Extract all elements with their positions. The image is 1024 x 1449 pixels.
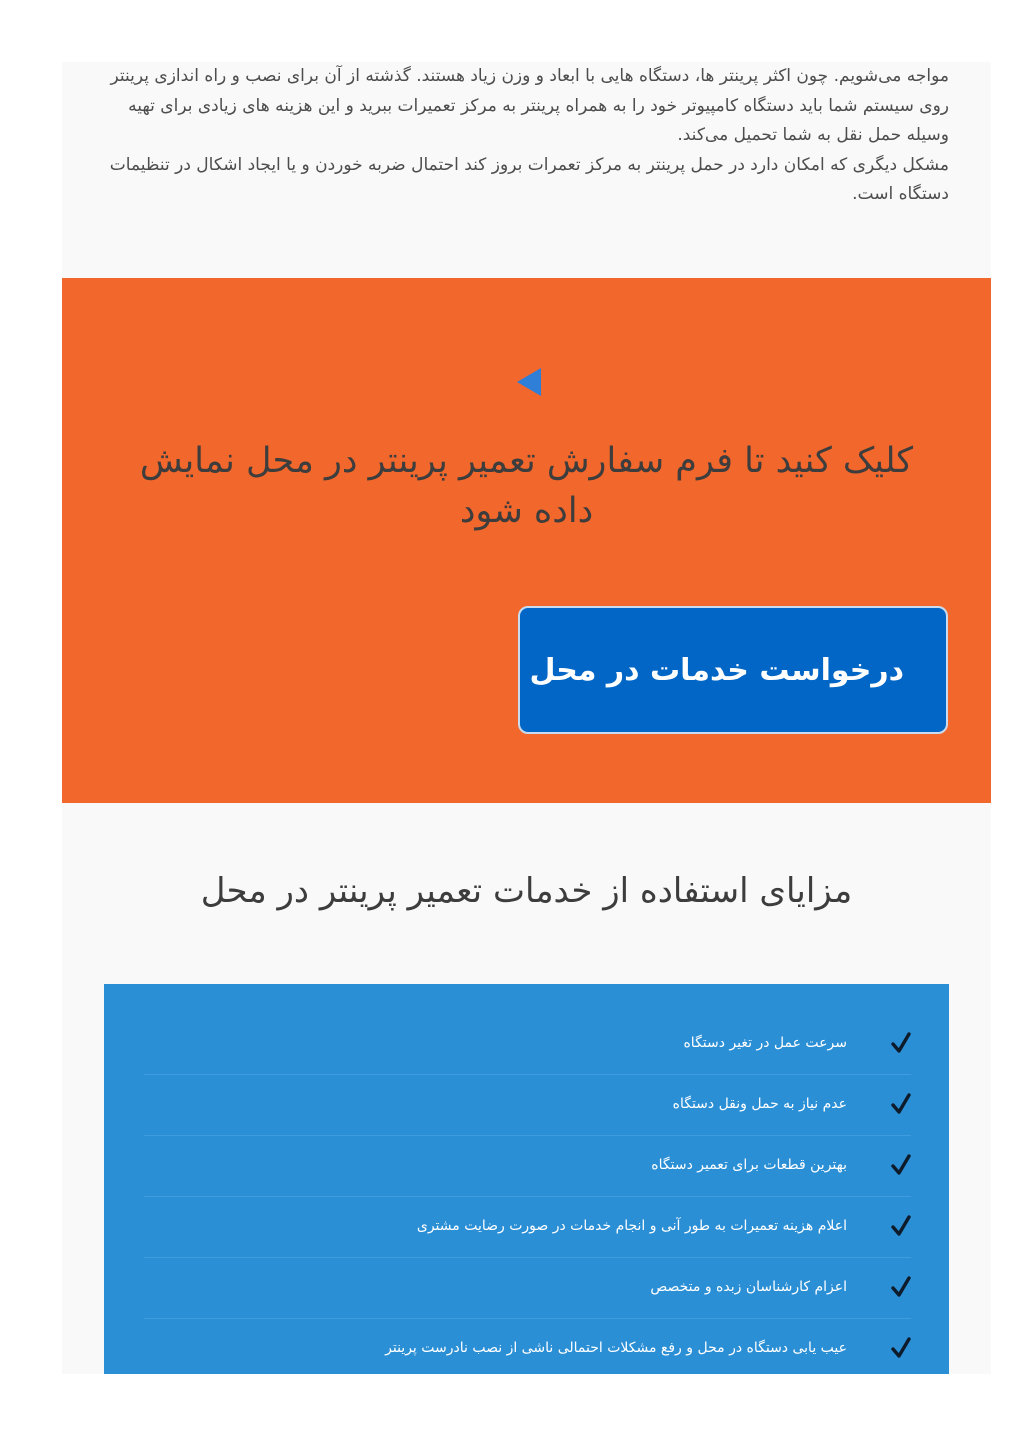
benefit-text: اعلام هزینه تعمیرات به طور آنی و انجام خدمات در صورت رضایت مشتری (416, 1218, 847, 1234)
order-form-cta-section (62, 278, 991, 803)
play-left-icon[interactable] (515, 366, 543, 398)
list-item (144, 1197, 911, 1258)
check-icon (891, 1276, 911, 1298)
list-item (144, 1014, 911, 1075)
benefit-text: سرعت عمل در تغیر دستگاه (683, 1035, 847, 1051)
check-icon (891, 1337, 911, 1359)
benefits-list-box (104, 984, 949, 1374)
intro-section (62, 62, 991, 278)
cta-title: کلیک کنید تا فرم سفارش تعمیر پرینتر در محل نمایش داده شود (139, 441, 914, 531)
benefits-list (144, 1014, 911, 1379)
intro-paragraph-2: مشکل دیگری که امکان دارد در حمل پرینتر به مرکز تعمرات بروز کند احتمال ضربه خوردن و یا ایجاد اشکال در تنظیمات دستگاه است. (109, 154, 949, 204)
intro-text (104, 62, 949, 210)
page-content (62, 62, 991, 1374)
list-item (144, 1136, 911, 1197)
check-icon (891, 1032, 911, 1054)
benefit-text: بهترین قطعات برای تعمیر دستگاه (651, 1157, 847, 1173)
check-icon (891, 1093, 911, 1115)
list-item (144, 1075, 911, 1136)
list-item (144, 1319, 911, 1379)
intro-paragraph-1: مواجه می‌شویم. چون اکثر پرینتر ها، دستگاه هایی با ابعاد و وزن زیاد هستند. گذشته از آن برای نصب و راه اندازی پرینتر روی سیستم شما باید دستگاه کامپیوتر خود را به همراه پرینتر به مرکز تعمیرات ببرید و این هزینه های زیادی برای تهیه وسیله حمل نقل به شما تحمیل می‌کند. (110, 66, 949, 145)
check-icon (891, 1215, 911, 1237)
benefit-text: عدم نیاز به حمل ونقل دستگاه (672, 1096, 847, 1112)
list-item (144, 1258, 911, 1319)
benefit-text: عیب یابی دستگاه در محل و رفع مشکلات احتمالی ناشی از نصب نادرست پرینتر (385, 1340, 847, 1356)
benefit-text: اعزام کارشناسان زبده و متخصص (650, 1279, 847, 1295)
request-onsite-service-button[interactable]: درخواست خدمات در محل (518, 606, 948, 734)
check-icon (891, 1154, 911, 1176)
benefits-title: مزایای استفاده از خدمات تعمیر پرینتر در محل (200, 871, 853, 911)
